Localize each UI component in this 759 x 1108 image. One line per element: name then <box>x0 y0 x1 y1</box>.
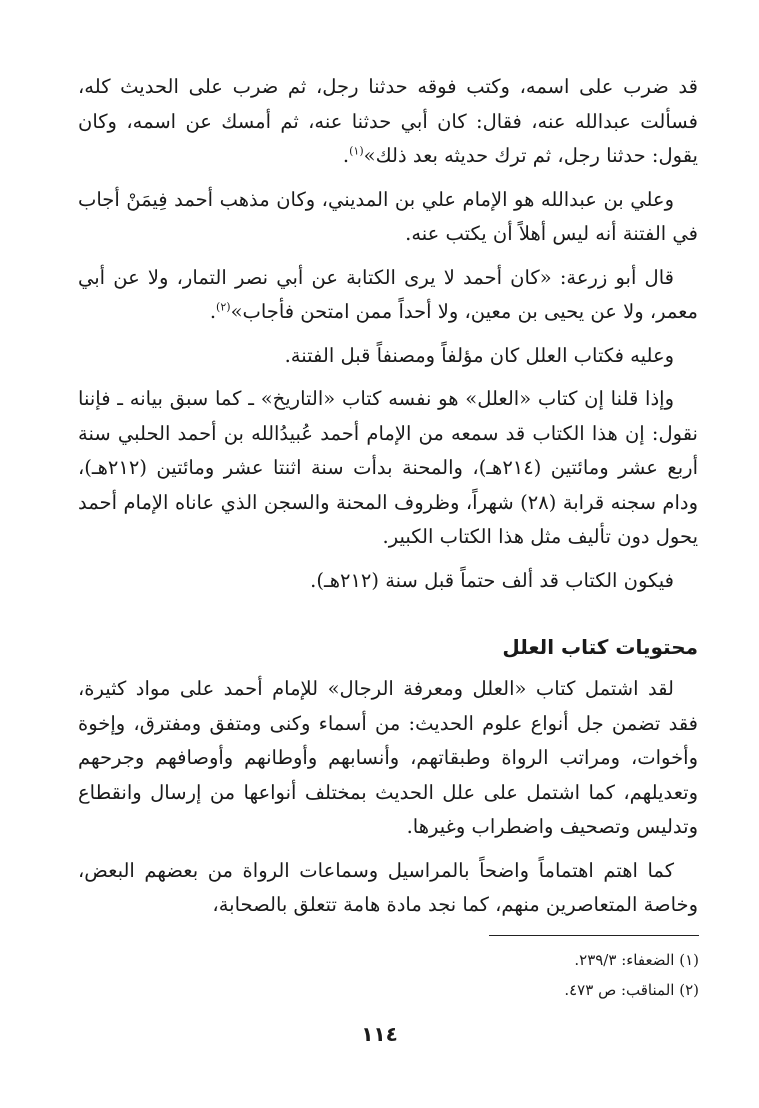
section-paragraph-1 <box>78 672 698 845</box>
paragraph-4 <box>78 339 698 374</box>
page-body <box>78 70 698 932</box>
footnote-1-mark: (١) <box>679 951 699 969</box>
paragraph-1: قد ضرب على اسمه، وكتب فوقه حدثنا رجل، ثم ضرب على الحديث كله، فسألت عبدالله عنه، فقال: كان أبي حدثنا عنه، ثم أمسك عن اسمه، وكان يقول: حدثنا رجل، ثم ترك حديثه بعد ذلك»$^{(١)}$. <box>78 75 698 167</box>
paragraph-3 <box>78 261 698 330</box>
paragraph-6-text: فيكون الكتاب قد ألف حتماً قبل سنة (٢١٢هـ). <box>310 568 674 592</box>
footnote-2-text: المناقب: ص ٤٧٣. <box>564 981 675 999</box>
section-paragraph-2 <box>78 854 698 923</box>
paragraph-1-text: قد ضرب على اسمه، وكتب فوقه حدثنا رجل، ثم ضرب على الحديث كله، فسألت عبدالله عنه، فقال: كان أبي حدثنا عنه، ثم أمسك عن اسمه، وكان يقول: حدثنا رجل، ثم ترك حديثه بعد ذلك» <box>78 75 698 167</box>
footnote-ref-2[interactable]: (٢) <box>216 300 231 314</box>
paragraph-3-text: قال أبو زرعة: «كان أحمد لا يرى الكتابة عن أبي نصر التمار، ولا عن أبي معمر، ولا عن يحيى بن معين، ولا أحداً ممن امتحن فأجاب» <box>78 265 698 323</box>
footnote-1 <box>99 945 699 975</box>
footnote-ref-1[interactable]: (١) <box>349 144 364 158</box>
paragraph-5-text: وإذا قلنا إن كتاب «العلل» هو نفسه كتاب «التاريخ» ـ كما سبق بيانه ـ فإننا نقول: إن هذا الكتاب قد سمعه من الإمام أحمد عُبيدُالله بن أحمد الحلبي سنة أربع عشر ومائتين (٢١٤هـ)، والمحنة بدأت سنة اثنتا عشر ومائتين (٢١٢هـ)، ودام سجنه قرابة (٢٨) شهراً، وظروف المحنة والسجن الذي عاناه الإمام أحمد يحول دون تأليف مثل هذا الكتاب الكبير. <box>78 387 698 548</box>
footnote-1-text: الضعفاء: ٢٣٩/٣. <box>574 951 675 969</box>
paragraph-2-text: وعلي بن عبدالله هو الإمام علي بن المديني، وكان مذهب أحمد فِيمَنْ أجاب في الفتنة أنه ليس أهلاً أن يكتب عنه. <box>78 187 698 245</box>
footnote-2-mark: (٢) <box>679 981 699 999</box>
section-heading: محتويات كتاب العلل <box>502 635 698 659</box>
section-paragraph-1-text: لقد اشتمل كتاب «العلل ومعرفة الرجال» للإمام أحمد على مواد كثيرة، فقد تضمن جل أنواع علوم الحديث: من أسماء وكنى ومتفق ومفترق، وإخوة وأخوات، ومراتب الرواة وطبقاتهم، وأنسابهم وأوطانهم وأوصافهم وجرحهم وتعديلهم، كما اشتمل على علل الحديث بمختلف أنواعها من إرسال وانقطاع وتدليس وتصحيف واضطراب وغيرها. <box>78 677 698 838</box>
paragraph-6 <box>78 564 698 599</box>
footnote-divider <box>489 935 699 936</box>
paragraph-4-text: وعليه فكتاب العلل كان مؤلفاً ومصنفاً قبل الفتنة. <box>284 343 674 367</box>
paragraph-3-tail: . <box>209 300 217 323</box>
paragraph-2 <box>78 183 698 252</box>
footnote-2 <box>99 975 699 1005</box>
footnotes <box>99 945 699 1005</box>
page-number: ١١٤ <box>361 1022 398 1046</box>
paragraph-5 <box>78 382 698 555</box>
section-paragraph-2-text: كما اهتم اهتماماً واضحاً بالمراسيل وسماعات الرواة من بعضهم البعض، وخاصة المتعاصرين منهم، كما نجد مادة هامة تتعلق بالصحابة، <box>78 858 698 916</box>
